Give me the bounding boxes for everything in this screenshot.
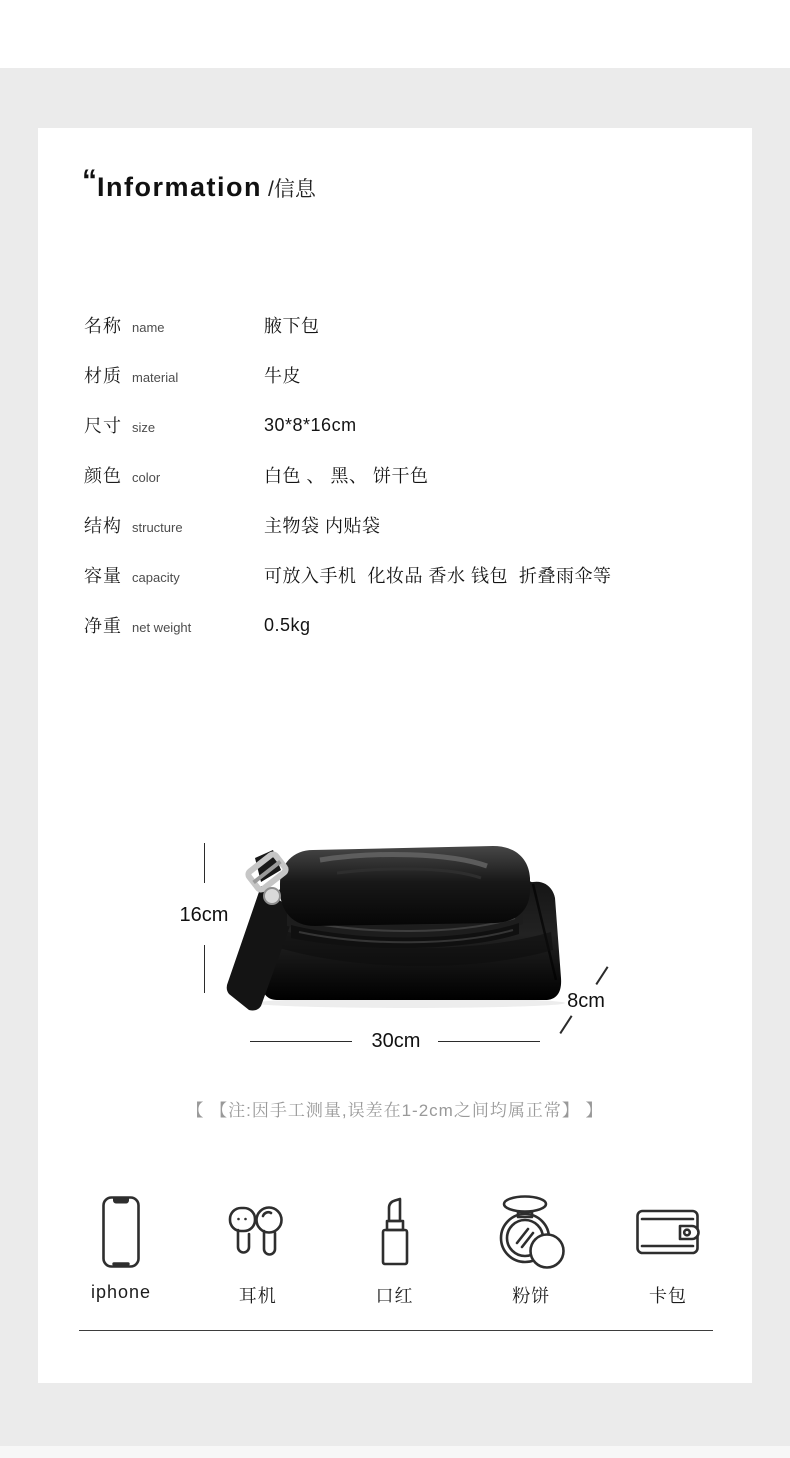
powder-compact-icon <box>495 1194 567 1270</box>
spec-value: 腋下包 <box>264 316 320 336</box>
spec-label-zh: 容量 <box>84 566 122 586</box>
bottom-divider-line <box>79 1330 713 1331</box>
spec-label <box>84 562 264 588</box>
height-dim-line-bottom <box>204 945 205 993</box>
tool-icon-box <box>376 1190 414 1274</box>
spec-label <box>84 312 264 338</box>
tool-item-label: 口红 <box>375 1286 414 1306</box>
measurement-note: 【 【注:因手工测量,误差在1-2cm之间均属正常】 】 <box>186 1101 604 1120</box>
spec-label <box>84 412 264 438</box>
spec-label-en: material <box>132 370 179 385</box>
height-dimension-label: 16cm <box>179 904 229 926</box>
spec-row-size <box>84 400 724 450</box>
spec-value: 牛皮 <box>264 366 301 386</box>
spec-value: 30*8*16cm <box>264 414 357 435</box>
spec-label-en: size <box>132 420 156 435</box>
spec-row-material <box>84 350 724 400</box>
spec-label <box>84 612 264 638</box>
spec-row-capacity <box>84 550 724 600</box>
spec-row-structure <box>84 500 724 550</box>
tool-icon-box <box>635 1190 701 1274</box>
title-english: Information <box>97 172 262 202</box>
spec-label-zh: 尺寸 <box>84 416 122 436</box>
width-dim-line-right <box>438 1041 540 1042</box>
tool-item-wallet <box>608 1190 728 1308</box>
spec-label-en: net weight <box>132 620 192 635</box>
tool-item-label: 耳机 <box>238 1286 277 1306</box>
spec-label-en: structure <box>132 520 183 535</box>
tool-icon-box <box>227 1190 289 1274</box>
info-card <box>38 128 752 1383</box>
lipstick-icon <box>376 1196 414 1268</box>
earbuds-icon <box>227 1203 289 1261</box>
section-title <box>82 164 316 203</box>
spec-row-net-weight <box>84 600 724 650</box>
spec-value: 主物袋 内贴袋 <box>264 516 381 536</box>
tool-icon-box <box>495 1190 567 1274</box>
spec-label-zh: 材质 <box>84 366 122 386</box>
spec-label-zh: 名称 <box>84 316 122 336</box>
spec-label-zh: 颜色 <box>84 466 122 486</box>
spec-label-zh: 结构 <box>84 516 122 536</box>
spec-value: 可放入手机 化妆品 香水 钱包 折叠雨伞等 <box>264 566 612 586</box>
spec-label-en: name <box>132 320 165 335</box>
tool-item-label: iphone <box>90 1282 152 1302</box>
width-dimension-label: 30cm <box>371 1030 421 1052</box>
tool-item-iphone <box>61 1190 181 1308</box>
tool-item-powder-compact <box>471 1190 591 1308</box>
width-dim-line-left <box>250 1041 352 1042</box>
title-quote-mark: “ <box>82 164 97 197</box>
tool-item-label: 卡包 <box>649 1286 687 1306</box>
spec-label <box>84 512 264 538</box>
spec-row-color <box>84 450 724 500</box>
title-chinese: /信息 <box>268 178 316 201</box>
spec-label <box>84 462 264 488</box>
page-top-white-strip <box>0 0 790 68</box>
tool-icon-box <box>101 1190 141 1274</box>
wallet-icon <box>635 1207 701 1257</box>
spec-row-name <box>84 300 724 350</box>
spec-table <box>84 300 724 650</box>
smartphone-icon <box>101 1195 141 1269</box>
depth-dimension-label: 8cm <box>567 990 605 1012</box>
tool-item-label: 粉饼 <box>512 1286 551 1306</box>
spec-value: 0.5kg <box>264 614 311 635</box>
spec-value: 白色 、 黑、 饼干色 <box>264 466 429 486</box>
page-bottom-strip <box>0 1446 790 1458</box>
capacity-items-row <box>61 1190 728 1308</box>
product-image-bag <box>215 828 575 1028</box>
spec-label-zh: 净重 <box>84 616 122 636</box>
spec-label-en: color <box>132 470 161 485</box>
height-dim-line-top <box>204 843 205 883</box>
depth-dim-line-top <box>595 966 608 984</box>
tool-item-earbuds <box>198 1190 318 1308</box>
spec-label <box>84 362 264 388</box>
spec-label-en: capacity <box>132 570 180 585</box>
tool-item-lipstick <box>335 1190 455 1308</box>
